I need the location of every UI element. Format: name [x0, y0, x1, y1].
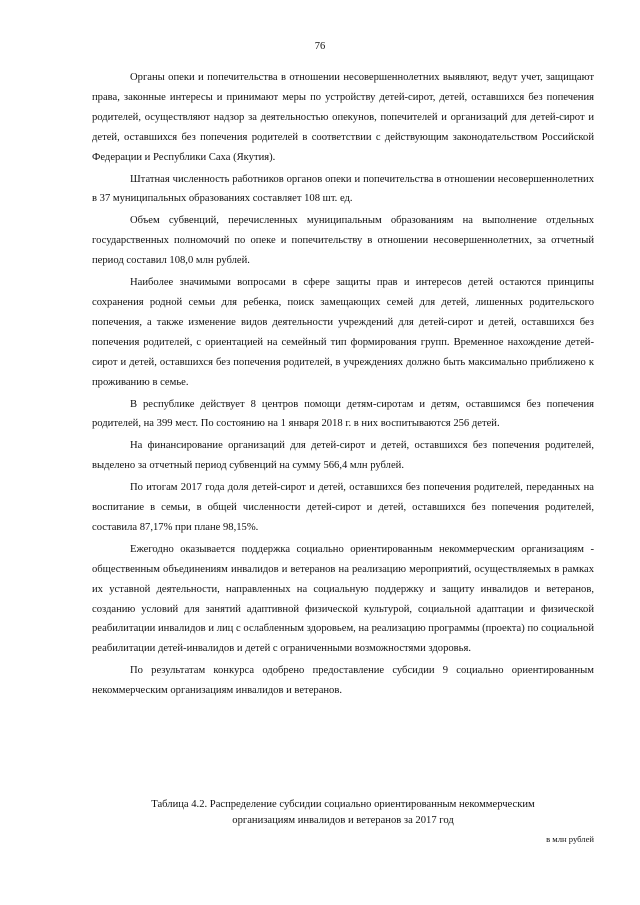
paragraph-help-centers: В республике действует 8 центров помощи детям-сиротам и детям, оставшимся без попечения родителей, на 399 мест. По состоянию на 1 января 2018 г. в них воспитываются 256 детей. — [92, 398, 594, 430]
paragraph-financing: На финансирование организаций для детей-сирот и детей, оставшихся без попечения родителей, выделено за отчетный период субвенций на сумму 566,4 млн рублей. — [92, 440, 594, 472]
paragraph-staff-count: Штатная численность работников органов опеки и попечительства в отношении несовершеннолетних в 37 муниципальных образованиях составляет 108 шт. ед. — [92, 173, 594, 205]
body-text — [92, 68, 594, 703]
paragraph-contest-results: По результатам конкурса одобрено предоставление субсидии 9 социально ориентированным некоммерческим организациям инвалидов и ветеранов. — [92, 665, 594, 697]
page-number: 76 — [314, 41, 326, 52]
units-note: в млн рублей — [546, 834, 594, 844]
paragraph-nonprofit-support: Ежегодно оказывается поддержка социально ориентированным некоммерческим организациям - общественным объединениям инвалидов и ветеранов на реализацию мероприятий, осуществляемых в рамках их уставной деятельности, направленных на социальную поддержку и защиту инвалидов и ветеранов, созданию условий для занятий адаптивной физической культурой, социальной адаптации и физической реабилитации инвалидов и лиц с ослабленным здоровьем, на реализацию программы (проекта) по социальной реабилитации детей-инвалидов и детей с ограниченными возможностями здоровья. — [92, 543, 594, 655]
paragraph-key-issues: Наиболее значимыми вопросами в сфере защиты прав и интересов детей остаются принципы сохранения родной семьи для ребенка, поиск замещающих семей для детей, лишенных родительского попечения, а также изменение видов деятельности учреждений для детей-сирот и детей, оставшихся без попечения родителей, с ориентацией на семейный тип формирования групп. Временное нахождение детей-сирот и детей, оставшихся без попечения родителей, в учреждениях должно быть максимально приближено к проживанию в семье. — [92, 277, 594, 388]
table-caption-line-2: организациям инвалидов и ветеранов за 2017 год — [232, 815, 454, 826]
table-caption-line-1: Таблица 4.2. Распределение субсидии социально ориентированным некоммерческим — [151, 799, 535, 810]
table-caption — [92, 797, 594, 829]
paragraph-guardianship-bodies: Органы опеки и попечительства в отношении несовершеннолетних выявляют, ведут учет, защищают права, законные интересы и принимают меры по устройству детей-сирот, детей, оставшихся без попечения родителей, осуществляют надзор за деятельностью опекунов, попечителей и организаций для детей-сирот и детей, оставшихся без попечения родителей в соответствии с действующим законодательством Российской Федерации и Республики Саха (Якутия). — [92, 72, 594, 163]
paragraph-family-placement-share: По итогам 2017 года доля детей-сирот и детей, оставшихся без попечения родителей, переданных на воспитание в семьи, в общей численности детей-сирот и детей, оставшихся без попечения родителей, составила 87,17% при плане 98,15%. — [92, 482, 594, 533]
paragraph-subventions-volume: Объем субвенций, перечисленных муниципальным образованиям на выполнение отдельных государственных полномочий по опеке и попечительству в отношении несовершеннолетних, за отчетный период составил 108,0 млн рублей. — [92, 215, 594, 267]
